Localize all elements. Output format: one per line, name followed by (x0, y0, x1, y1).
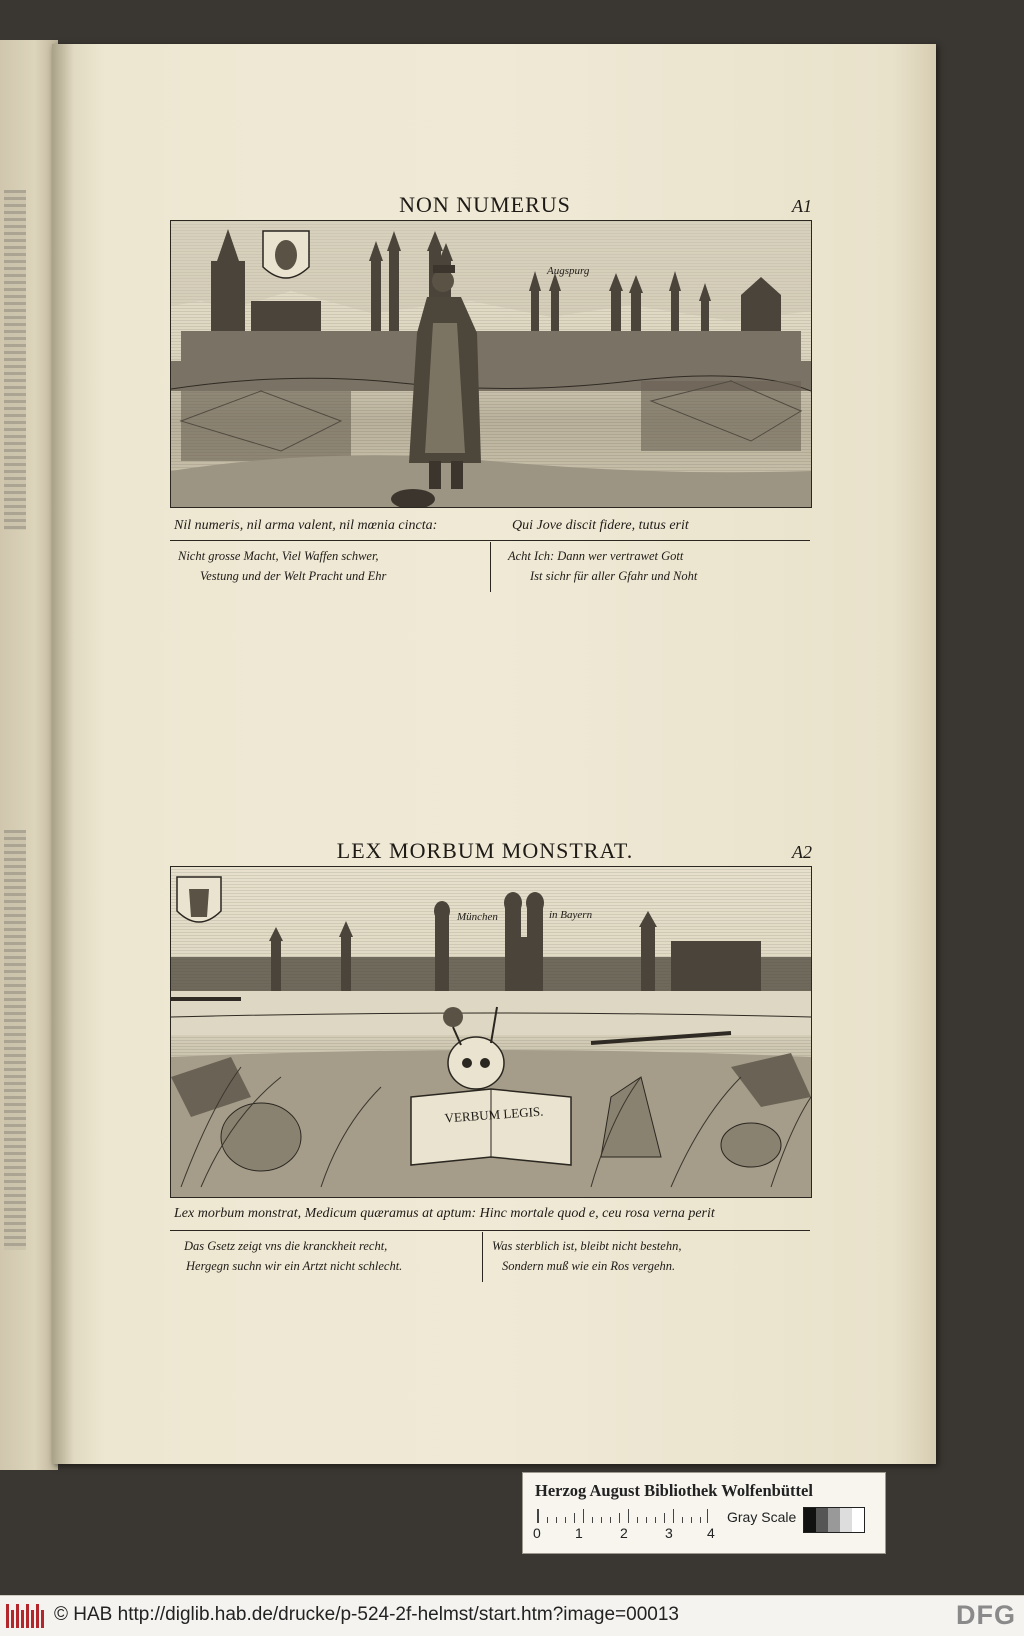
ruler-number: 1 (575, 1525, 583, 1541)
ruler-numbers (533, 1525, 723, 1545)
german-verse-right (492, 1236, 681, 1276)
latin-motto: Lex morbum monstrat, Medicum quæramus at aptum: Hinc mortale quod e, ceu rosa verna perit (174, 1206, 715, 1221)
place-label-bayern: in Bayern (549, 909, 593, 921)
ruler-number: 0 (533, 1525, 541, 1541)
scale-ruler (537, 1509, 708, 1523)
german-verse-left (178, 546, 386, 586)
place-label-augsburg: Augspurg (547, 265, 590, 277)
ruler-number: 3 (665, 1525, 673, 1541)
plate-title: LEX MORBUM MONSTRAT. (336, 838, 634, 863)
city-view-augsburg (171, 221, 811, 507)
engraving-munich (170, 866, 812, 1198)
calibration-card (522, 1472, 886, 1554)
german-verse-left (184, 1236, 402, 1276)
plate-number: A1 (792, 196, 812, 216)
gray-swatch (816, 1508, 828, 1532)
page-gutter-shadow (52, 44, 74, 1464)
engraving-augsburg (170, 220, 812, 508)
ruler-number: 2 (620, 1525, 628, 1541)
verse-line: Das Gsetz zeigt vns die kranckheit recht, (184, 1239, 388, 1253)
facing-page-edge (0, 40, 58, 1470)
dfg-logo: DFG (956, 1600, 1016, 1630)
verse-line: Vestung und der Welt Pracht und Ehr (200, 569, 387, 583)
facing-page-illustration (4, 830, 26, 1250)
gray-swatch (828, 1508, 840, 1532)
grayscale-label: Gray Scale (727, 1509, 797, 1525)
caption-rule (170, 540, 810, 541)
facing-page-illustration (4, 190, 26, 530)
place-label-muenchen: München (457, 911, 498, 923)
verse-line: Ist sichr für aller Gfahr und Noht (530, 569, 698, 583)
ruler-number: 4 (707, 1525, 715, 1541)
verse-line: Acht Ich: Dann wer vertrawet Gott (508, 549, 684, 563)
verse-line: Nicht grosse Macht, Viel Waffen schwer, (178, 549, 379, 563)
library-name: Herzog August Bibliothek Wolfenbüttel (535, 1481, 813, 1500)
plate-title: NON NUMERUS (399, 192, 571, 217)
hab-logo-icon (6, 1604, 46, 1628)
source-url[interactable]: © HAB http://diglib.hab.de/drucke/p-524-2f-helmst/start.htm?image=00013 (54, 1604, 679, 1625)
footer-bar (0, 1595, 1024, 1636)
latin-motto-left: Nil numeris, nil arma valent, nil mœnia cincta: (174, 518, 438, 533)
verse-line: Hergegn suchn wir ein Artzt nicht schlecht. (186, 1259, 403, 1273)
book-page (52, 44, 936, 1464)
gray-swatch (840, 1508, 852, 1532)
verse-line: Was sterblich ist, bleibt nicht bestehn, (492, 1239, 682, 1253)
gray-swatch (852, 1508, 864, 1532)
caption-rule (170, 1230, 810, 1231)
book-inscription: VERBUM LEGIS. (444, 1103, 544, 1126)
latin-motto-right: Qui Jove discit fidere, tutus erit (512, 518, 689, 533)
verse-divider (490, 542, 491, 592)
gray-swatch (804, 1508, 816, 1532)
german-verse-right (508, 546, 697, 586)
grayscale-swatches (803, 1507, 865, 1533)
verse-divider (482, 1232, 483, 1282)
plate-number: A2 (792, 842, 812, 862)
verse-line: Sondern muß wie ein Ros vergehn. (502, 1259, 676, 1273)
